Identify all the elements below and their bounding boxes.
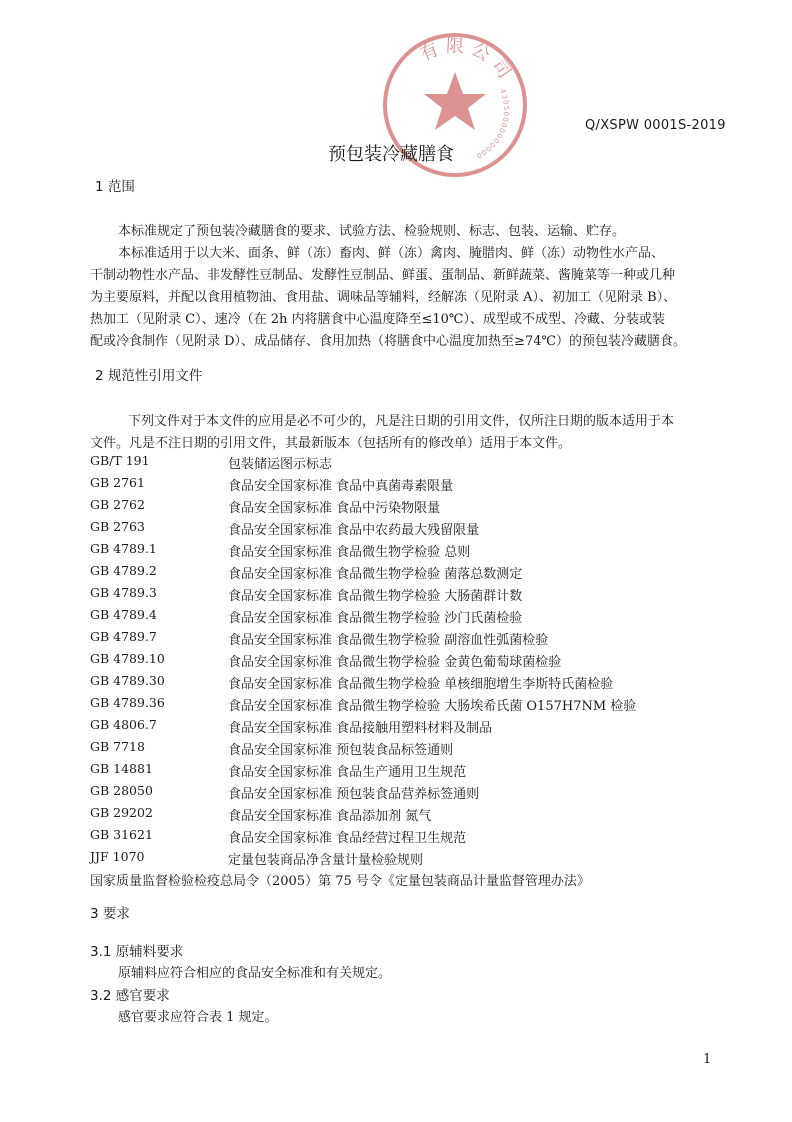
reference-title: 食品安全国家标准 食品微生物学检验 副溶血性弧菌检验 bbox=[228, 633, 549, 648]
reference-title: 食品安全国家标准 食品添加剂 氮气 bbox=[228, 809, 432, 824]
seal-number: 43050000000000 bbox=[474, 87, 511, 161]
section-3-1-heading: 3.1 原辅料要求 bbox=[90, 944, 184, 960]
reference-code: GB/T 191 bbox=[90, 453, 150, 468]
document-title: 预包装冷藏膳食 bbox=[328, 144, 454, 165]
reference-code: GB 7718 bbox=[90, 739, 145, 754]
paragraph-line: 干制动物性水产品、非发酵性豆制品、发酵性豆制品、鲜蛋、蛋制品、新鲜蔬菜、酱腌菜等一种或几种 bbox=[90, 268, 676, 283]
reference-title: 食品安全国家标准 预包装食品营养标签通则 bbox=[228, 787, 480, 802]
section-2-heading: 2 规范性引用文件 bbox=[95, 368, 203, 384]
reference-title: 定量包装商品净含量计量检验规则 bbox=[228, 853, 424, 868]
standard-code: Q/XSPW 0001S-2019 bbox=[585, 118, 726, 133]
paragraph-line: 原辅料应符合相应的食品安全标准和有关规定。 bbox=[118, 966, 392, 981]
reference-title: 食品安全国家标准 预包装食品标签通则 bbox=[228, 743, 454, 758]
reference-code: GB 28050 bbox=[90, 783, 153, 798]
paragraph-line: 下列文件对于本文件的应用是必不可少的，凡是注日期的引用文件，仅所注日期的版本适用于本 bbox=[128, 414, 675, 429]
reference-code: GB 4806.7 bbox=[90, 717, 157, 732]
reference-title: 食品安全国家标准 食品微生物学检验 单核细胞增生李斯特氏菌检验 bbox=[228, 677, 614, 692]
reference-code: GB 4789.36 bbox=[90, 695, 165, 710]
reference-code: GB 4789.30 bbox=[90, 673, 165, 688]
reference-code: GB 14881 bbox=[90, 761, 153, 776]
reference-code: GB 4789.1 bbox=[90, 541, 157, 556]
reference-code: GB 2762 bbox=[90, 497, 145, 512]
reference-title: 食品安全国家标准 食品生产通用卫生规范 bbox=[228, 765, 467, 780]
svg-text:有限公司 bbox=[417, 35, 518, 87]
paragraph-line: 为主要原料，并配以食用植物油、食用盐、调味品等辅料，经解冻（见附录 A）、初加工（见附录 B）、 bbox=[90, 290, 677, 305]
section-3-heading: 3 要求 bbox=[90, 906, 130, 922]
paragraph-line: 感官要求应符合表 1 规定。 bbox=[118, 1010, 278, 1025]
paragraph-line: 配或冷食制作（见附录 D）、成品储存、食用加热（将膳食中心温度加热至≥74℃）的预包装冷藏膳食。 bbox=[90, 334, 687, 349]
reference-code: GB 4789.3 bbox=[90, 585, 157, 600]
paragraph-line: 文件。凡是不注日期的引用文件，其最新版本（包括所有的修改单）适用于本文件。 bbox=[90, 436, 572, 451]
section-3-2-heading: 3.2 感官要求 bbox=[90, 988, 170, 1004]
reference-code: GB 2761 bbox=[90, 475, 145, 490]
reference-code: GB 4789.10 bbox=[90, 651, 165, 666]
reference-code: GB 4789.7 bbox=[90, 629, 157, 644]
seal-text: 有限公司 bbox=[417, 35, 519, 88]
reference-title: 食品安全国家标准 食品中污染物限量 bbox=[228, 501, 441, 516]
reference-title: 包装储运图示标志 bbox=[228, 457, 333, 472]
reference-code: GB 29202 bbox=[90, 805, 153, 820]
paragraph-line: 本标准适用于以大米、面条、鲜（冻）畜肉、鲜（冻）禽肉、腌腊肉、鲜（冻）动物性水产品、 bbox=[118, 246, 665, 261]
reference-title: 食品安全国家标准 食品微生物学检验 总则 bbox=[228, 545, 471, 560]
reference-code: GB 4789.2 bbox=[90, 563, 157, 578]
reference-title: 食品安全国家标准 食品微生物学检验 大肠菌群计数 bbox=[228, 589, 523, 604]
star-icon bbox=[424, 72, 486, 130]
section-1-heading: 1 范围 bbox=[95, 179, 135, 195]
order-reference-line: 国家质量监督检验检疫总局令（2005）第 75 号令《定量包装商品计量监督管理办法》 bbox=[90, 874, 590, 889]
reference-title: 食品安全国家标准 食品微生物学检验 大肠埃希氏菌 O157H7NM 检验 bbox=[228, 699, 637, 714]
reference-code: GB 4789.4 bbox=[90, 607, 157, 622]
paragraph-line: 本标准规定了预包装冷藏膳食的要求、试验方法、检验规则、标志、包装、运输、贮存。 bbox=[118, 224, 626, 239]
reference-code: GB 2763 bbox=[90, 519, 145, 534]
reference-code: GB 31621 bbox=[90, 827, 153, 842]
paragraph-line: 热加工（见附录 C）、速冷（在 2h 内将膳食中心温度降至≤10℃）、成型或不成型、冷藏、分装或装 bbox=[90, 312, 665, 327]
reference-title: 食品安全国家标准 食品接触用塑料材料及制品 bbox=[228, 721, 493, 736]
reference-title: 食品安全国家标准 食品经营过程卫生规范 bbox=[228, 831, 467, 846]
reference-title: 食品安全国家标准 食品微生物学检验 菌落总数测定 bbox=[228, 567, 523, 582]
reference-title: 食品安全国家标准 食品中真菌毒素限量 bbox=[228, 479, 454, 494]
reference-title: 食品安全国家标准 食品微生物学检验 金黄色葡萄球菌检验 bbox=[228, 655, 562, 670]
reference-title: 食品安全国家标准 食品中农药最大残留限量 bbox=[228, 523, 480, 538]
reference-title: 食品安全国家标准 食品微生物学检验 沙门氏菌检验 bbox=[228, 611, 523, 626]
page-number: 1 bbox=[703, 1052, 712, 1067]
reference-code: JJF 1070 bbox=[90, 849, 145, 864]
